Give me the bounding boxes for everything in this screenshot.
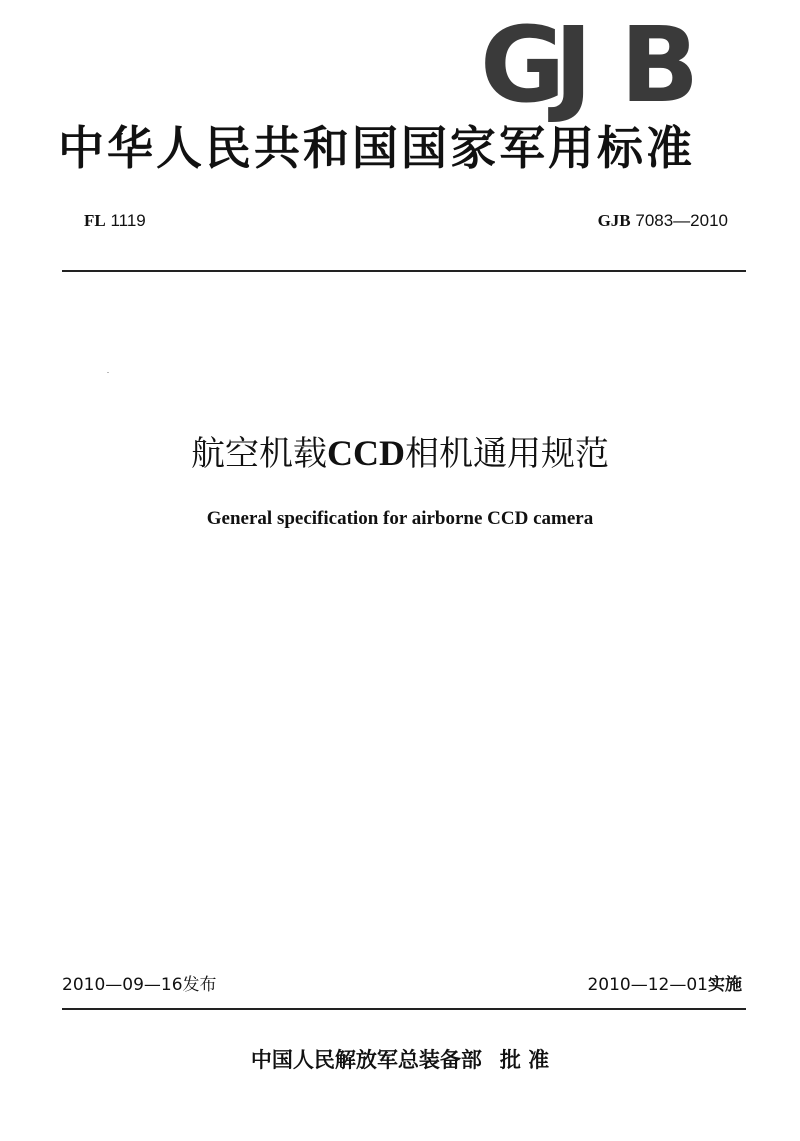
title-cn-ccd: CCD <box>327 433 405 473</box>
issue-date <box>62 970 217 995</box>
document-title-en: General specification for airborne CCD camera <box>206 508 594 529</box>
document-title-cn <box>0 430 800 477</box>
issue-date-value: 2010—09—16 <box>62 975 183 995</box>
classification-code <box>84 211 146 231</box>
effective-date <box>587 970 742 995</box>
logo-letter-g: G <box>480 4 560 126</box>
title-cn-part2: 相机通用规范 <box>405 434 609 474</box>
speck <box>107 372 109 373</box>
effective-date-label: 实施 <box>708 975 742 995</box>
logo-letter-b: B <box>620 4 694 126</box>
logo-letter-j: J <box>554 4 587 126</box>
gjb-logo <box>480 4 702 126</box>
standard-number-value: 7083—2010 <box>635 211 728 230</box>
classification-number: 1119 <box>110 211 146 230</box>
standard-prefix: GJB <box>597 211 631 230</box>
classification-prefix: FL <box>84 211 106 230</box>
approval-label: 批 准 <box>499 1048 550 1072</box>
issue-date-label: 发布 <box>182 975 217 995</box>
header-divider <box>62 270 746 272</box>
effective-date-value: 2010—12—01 <box>587 975 708 995</box>
standard-title: 中华人民共和国国家军用标准 <box>58 121 695 175</box>
approval-line <box>0 1044 800 1074</box>
standard-number <box>598 211 728 231</box>
footer-divider <box>62 1008 746 1010</box>
approving-authority: 中国人民解放军总装备部 <box>250 1048 482 1072</box>
title-cn-part1: 航空机载 <box>191 434 327 474</box>
